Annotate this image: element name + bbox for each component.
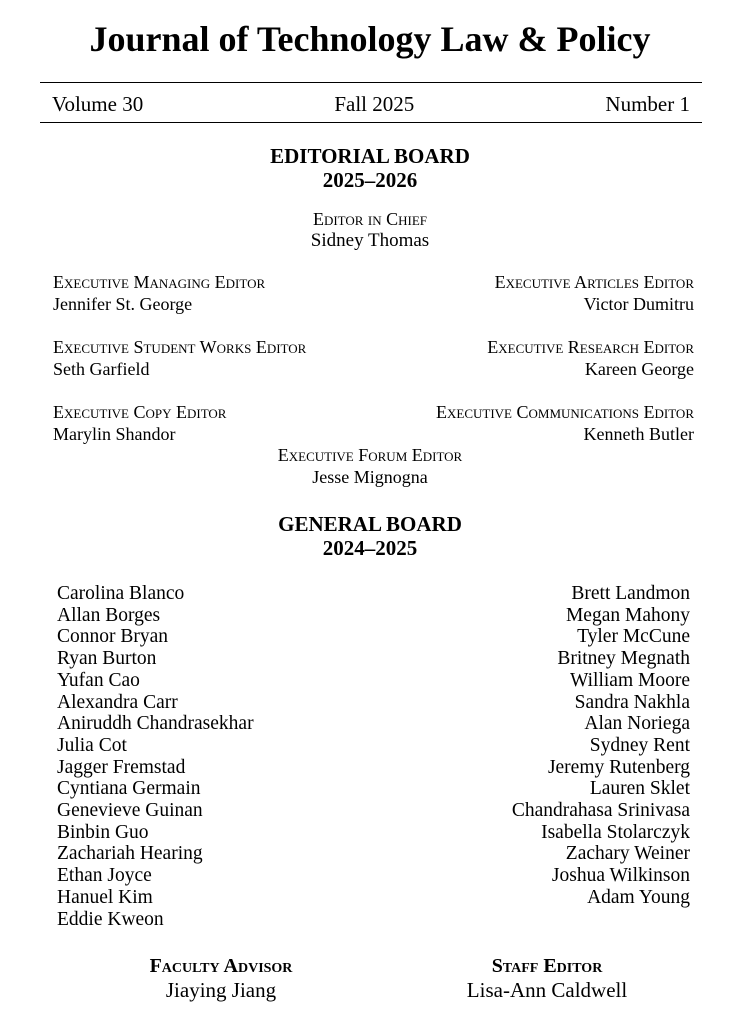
role-name: Seth Garfield <box>53 359 150 379</box>
volume-label: Volume 30 <box>52 92 144 116</box>
general-board-member: William Moore <box>570 669 690 691</box>
general-board-member: Connor Bryan <box>57 626 169 648</box>
general-board-member: Brett Landmon <box>571 583 690 604</box>
journal-title: Journal of Technology Law & Policy <box>89 19 651 59</box>
editor-in-chief-name: Sidney Thomas <box>310 230 430 251</box>
role-title: Executive Managing Editor <box>53 272 266 292</box>
general-board-member: Zachariah Hearing <box>57 843 203 865</box>
executive-copy-editor <box>53 401 226 445</box>
general-board-member: Joshua Wilkinson <box>551 865 690 887</box>
general-board-member: Megan Mahony <box>565 604 690 626</box>
general-board-member: Britney Megnath <box>557 648 690 670</box>
faculty-advisor-title: Faculty Advisor <box>149 955 293 977</box>
general-board-member: Lauren Sklet <box>589 778 690 800</box>
bottom-rule <box>40 122 702 123</box>
general-board-member: Chandrahasa Srinivasa <box>511 800 690 822</box>
executive-research-editor <box>487 336 694 380</box>
general-board-member: Carolina Blanco <box>57 583 185 604</box>
general-board-member: Tyler McCune <box>577 626 690 648</box>
staff-editor-name: Lisa-Ann Caldwell <box>466 978 628 1002</box>
role-name: Jennifer St. George <box>53 294 193 314</box>
role-title: Executive Copy Editor <box>53 402 227 422</box>
general-board-member: Ryan Burton <box>57 648 157 670</box>
general-board-member: Alan Noriega <box>584 713 690 735</box>
general-board-member: Cyntiana Germain <box>57 778 201 800</box>
role-name: Kenneth Butler <box>583 424 694 444</box>
general-board-member: Allan Borges <box>57 604 161 626</box>
general-board-member: Isabella Stolarczyk <box>541 821 690 843</box>
executive-managing-editor <box>53 271 265 315</box>
general-board-member: Jeremy Rutenberg <box>547 756 690 778</box>
role-title: Executive Student Works Editor <box>53 337 307 357</box>
editorial-board-heading: EDITORIAL BOARD <box>270 144 470 168</box>
general-board-member: Sydney Rent <box>589 734 690 756</box>
editor-in-chief-title: Editor in Chief <box>312 209 428 229</box>
executive-student-works-editor <box>53 336 306 380</box>
role-title: Executive Research Editor <box>487 337 694 357</box>
general-board-member: Zachary Weiner <box>565 843 690 865</box>
staff-editor <box>426 954 668 1002</box>
issue-info-row <box>52 91 690 117</box>
general-board-member: Ethan Joyce <box>57 865 152 887</box>
general-board-member: Alexandra Carr <box>57 691 178 713</box>
executive-forum-editor-title: Executive Forum Editor <box>277 445 463 465</box>
general-board-member: Julia Cot <box>57 734 127 756</box>
general-board-member: Hanuel Kim <box>57 886 153 908</box>
general-board-member: Adam Young <box>587 886 690 908</box>
role-name: Victor Dumitru <box>583 294 694 314</box>
general-board-left-column <box>57 583 254 930</box>
season-label: Fall 2025 <box>334 92 415 116</box>
general-board-member: Jagger Fremstad <box>57 756 186 778</box>
role-name: Kareen George <box>584 359 694 379</box>
role-title: Executive Communications Editor <box>436 402 694 422</box>
general-board-right-column <box>512 583 690 909</box>
general-board-years: 2024–2025 <box>322 536 418 560</box>
general-board-member: Eddie Kweon <box>57 908 164 930</box>
editorial-board-years: 2025–2026 <box>322 168 418 192</box>
general-board-heading: GENERAL BOARD <box>278 512 462 536</box>
executive-communications-editor <box>436 401 694 445</box>
faculty-advisor-name: Jiaying Jiang <box>165 978 277 1002</box>
general-board-member: Sandra Nakhla <box>574 691 690 713</box>
general-board-member: Binbin Guo <box>57 821 149 843</box>
executive-articles-editor <box>495 271 694 315</box>
role-name: Marylin Shandor <box>53 424 176 444</box>
faculty-advisor <box>100 954 342 1002</box>
staff-editor-title: Staff Editor <box>491 955 603 977</box>
general-board-member: Genevieve Guinan <box>57 800 203 822</box>
general-board-member: Aniruddh Chandrasekhar <box>57 713 254 735</box>
number-label: Number 1 <box>605 92 690 116</box>
top-rule <box>40 82 702 83</box>
role-title: Executive Articles Editor <box>494 272 694 292</box>
general-board-member: Yufan Cao <box>57 669 140 691</box>
executive-forum-editor-name: Jesse Mignogna <box>312 467 428 487</box>
